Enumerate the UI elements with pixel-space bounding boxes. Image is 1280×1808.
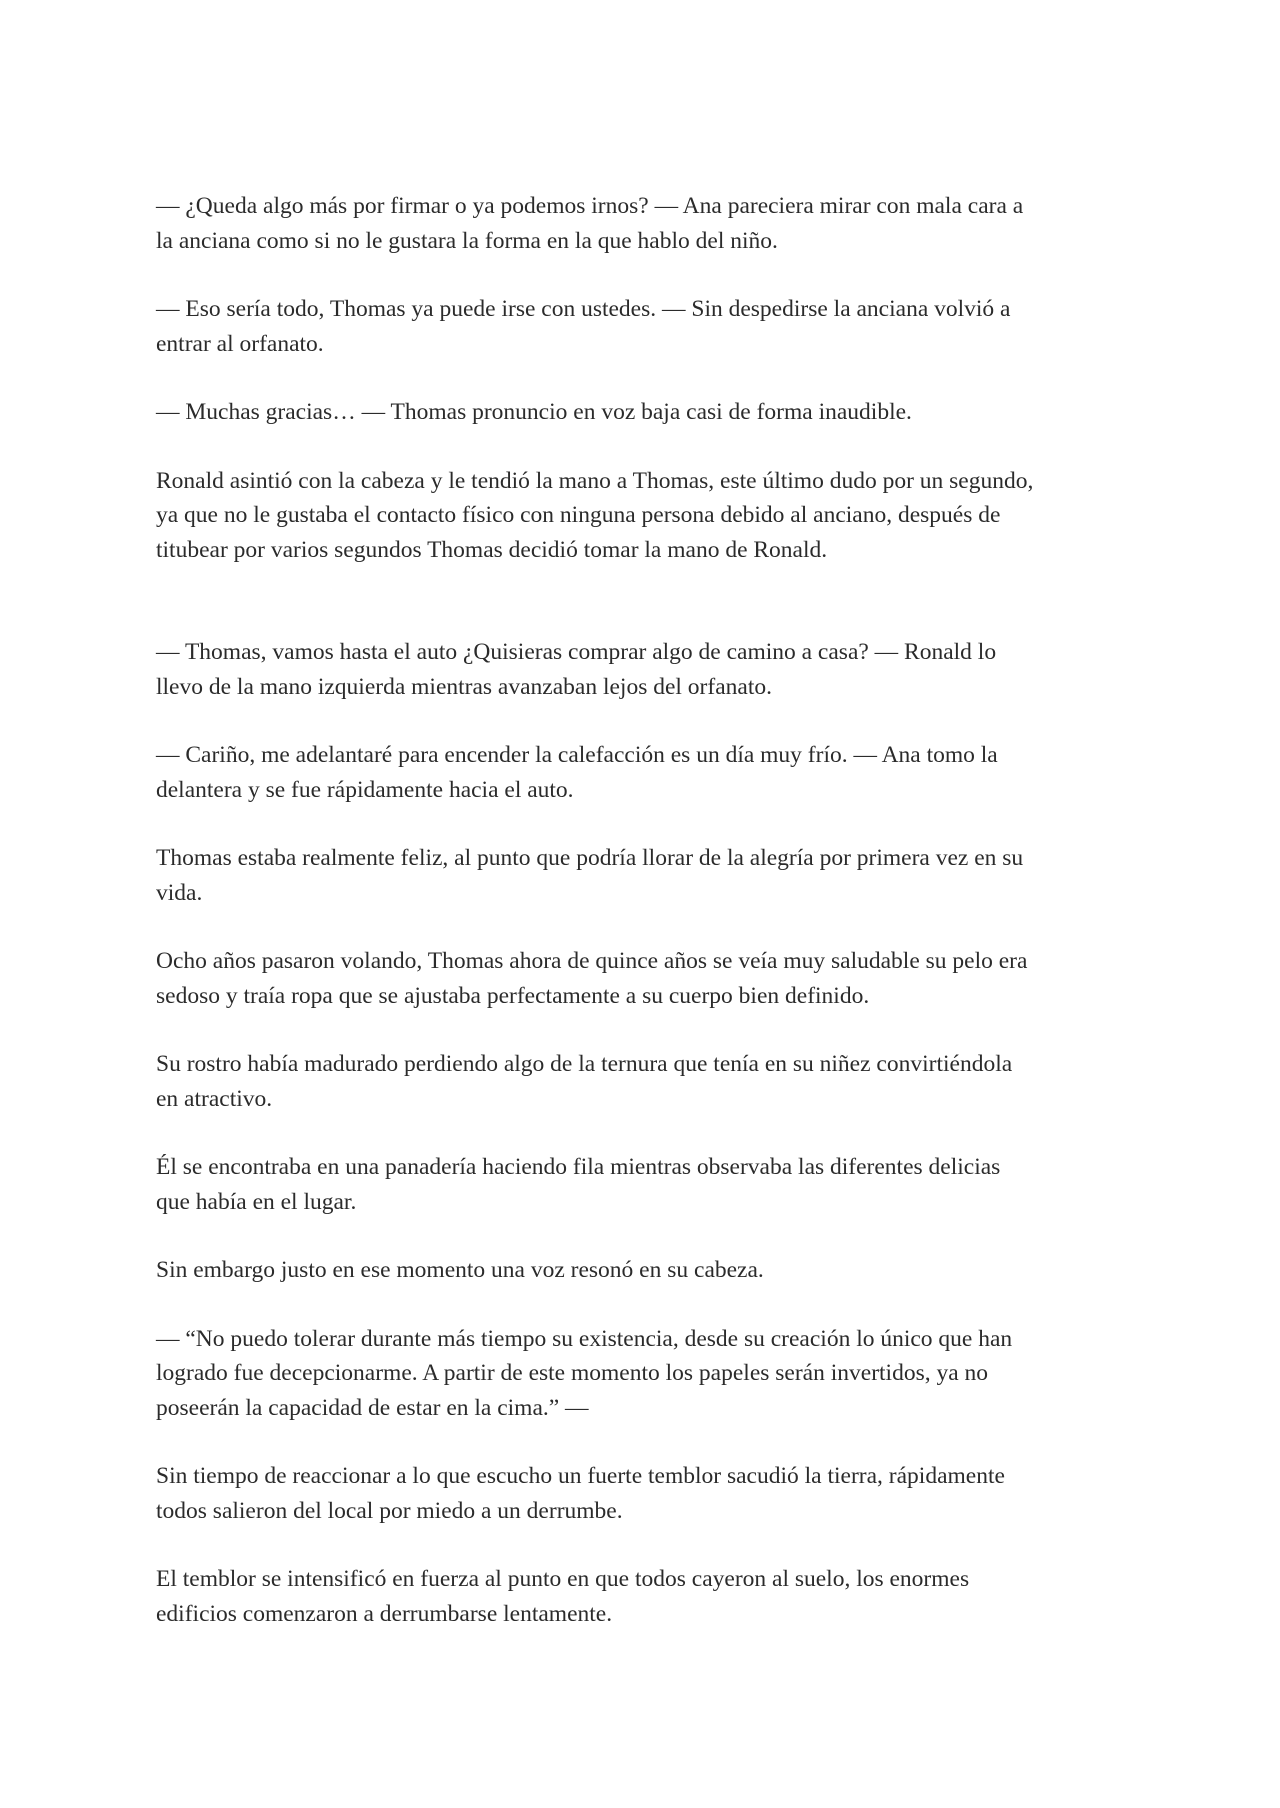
paragraph-5: — Thomas, vamos hasta el auto ¿Quisieras comprar algo de camino a casa? — Ronald lo llevo de la mano izquierda mientras avanzaban lejos del orfanato. bbox=[156, 639, 997, 700]
paragraph-7: Thomas estaba realmente feliz, al punto que podría llorar de la alegría por primera vez en su vida. bbox=[156, 845, 1024, 906]
paragraph-2: — Eso sería todo, Thomas ya puede irse con ustedes. — Sin despedirse la anciana volvió a entrar al orfanato. bbox=[156, 296, 1011, 357]
paragraph-12: — “No puedo tolerar durante más tiempo su existencia, desde su creación lo único que han logrado fue decepcionarme. A partir de este momento los papeles serán invertidos, ya no poseerán la capacidad de estar en la cima.” — bbox=[156, 1325, 1013, 1421]
paragraph-13: Sin tiempo de reaccionar a lo que escucho un fuerte temblor sacudió la tierra, rápidamente todos salieron del local por miedo a un derrumbe. bbox=[156, 1463, 1005, 1524]
paragraph-14: El temblor se intensificó en fuerza al punto en que todos cayeron al suelo, los enormes edificios comenzaron a derrumbarse lentamente. bbox=[156, 1566, 970, 1627]
document-body bbox=[156, 189, 1136, 1631]
paragraph-3: — Muchas gracias… — Thomas pronuncio en voz baja casi de forma inaudible. bbox=[156, 399, 912, 425]
paragraph-6: — Cariño, me adelantaré para encender la calefacción es un día muy frío. — Ana tomo la delantera y se fue rápidamente hacia el auto. bbox=[156, 742, 998, 803]
paragraph-8: Ocho años pasaron volando, Thomas ahora de quince años se veía muy saludable su pelo era sedoso y traía ropa que se ajustaba perfectamente a su cuerpo bien definido. bbox=[156, 948, 1028, 1009]
paragraph-9: Su rostro había madurado perdiendo algo de la ternura que tenía en su niñez convirtiéndola en atractivo. bbox=[156, 1051, 1013, 1112]
paragraph-10: Él se encontraba en una panadería haciendo fila mientras observaba las diferentes delicias que había en el lugar. bbox=[156, 1154, 1001, 1215]
paragraph-4: Ronald asintió con la cabeza y le tendió la mano a Thomas, este último dudo por un segundo, ya que no le gustaba el contacto físico con ninguna persona debido al anciano, después de titubear por varios segundos Thomas decidió tomar la mano de Ronald. bbox=[156, 467, 1034, 563]
paragraph-11: Sin embargo justo en ese momento una voz resonó en su cabeza. bbox=[156, 1257, 764, 1283]
paragraph-1: — ¿Queda algo más por firmar o ya podemos irnos? — Ana pareciera mirar con mala cara a la anciana como si no le gustara la forma en la que hablo del niño. bbox=[156, 193, 1024, 254]
